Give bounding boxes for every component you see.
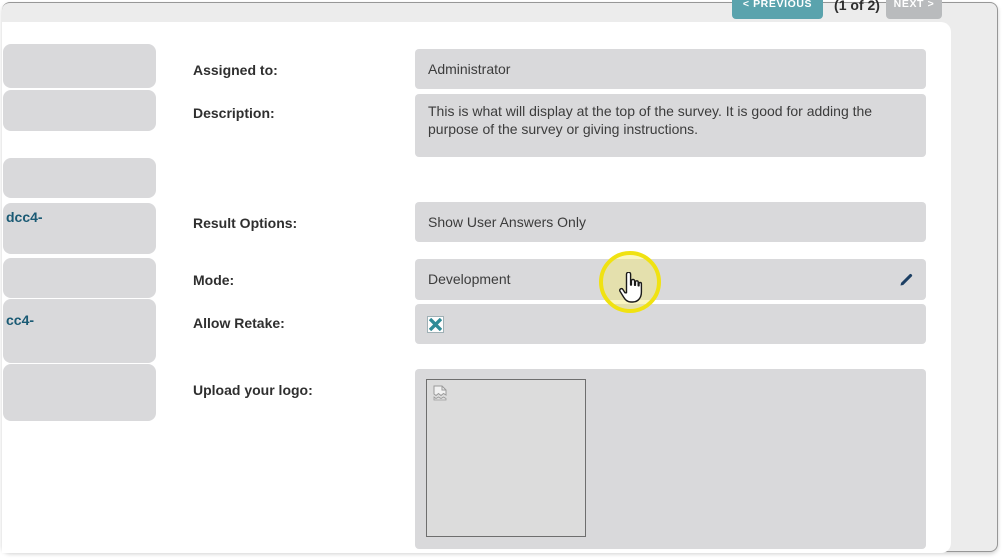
allow-retake-label: Allow Retake: <box>193 315 285 331</box>
list-item[interactable] <box>3 158 156 198</box>
allow-retake-checkbox[interactable] <box>427 316 444 333</box>
list-item[interactable] <box>3 90 156 131</box>
assigned-to-field[interactable]: Administrator <box>415 49 926 89</box>
list-item[interactable] <box>3 44 156 88</box>
pencil-icon[interactable] <box>899 272 914 287</box>
broken-image-icon <box>433 385 447 401</box>
list-item[interactable]: cc4- <box>3 299 156 363</box>
description-field[interactable]: This is what will display at the top of the survey. It is good for adding the purpose of the survey or giving instructions. <box>415 94 926 157</box>
result-options-field[interactable]: Show User Answers Only <box>415 202 926 242</box>
previous-button[interactable]: < PREVIOUS <box>732 0 823 19</box>
list-item[interactable] <box>3 364 156 421</box>
mode-field[interactable] <box>415 259 926 300</box>
mode-value: Development <box>428 271 511 287</box>
upload-logo-label: Upload your logo: <box>193 382 313 398</box>
content-panel <box>2 22 951 553</box>
description-label: Description: <box>193 105 275 121</box>
logo-upload-area[interactable] <box>426 379 586 537</box>
assigned-to-label: Assigned to: <box>193 62 278 78</box>
mode-label: Mode: <box>193 272 235 288</box>
list-item[interactable]: dcc4- <box>3 203 156 254</box>
settings-dialog <box>2 2 998 552</box>
list-item[interactable] <box>3 258 156 298</box>
x-mark-icon <box>429 318 442 331</box>
allow-retake-field <box>415 304 926 344</box>
upload-logo-field <box>415 369 926 549</box>
result-options-label: Result Options: <box>193 215 298 231</box>
page-indicator: (1 of 2) <box>834 0 880 13</box>
next-button[interactable]: NEXT > <box>886 0 942 19</box>
